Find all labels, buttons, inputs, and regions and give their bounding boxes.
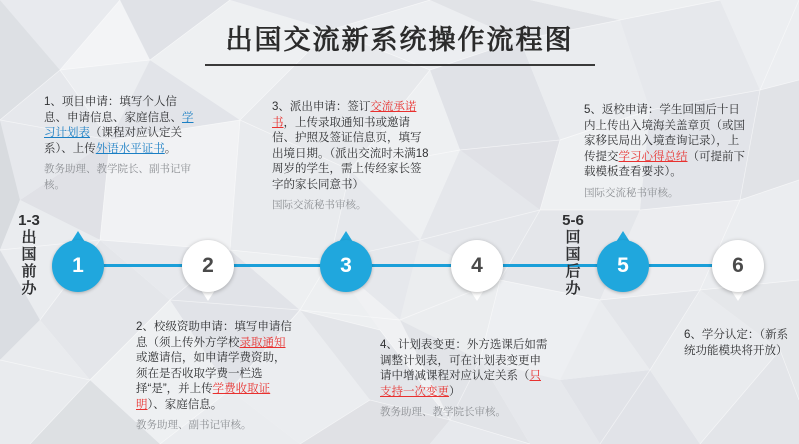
step-approver: 教务助理、副书记审核。 — [136, 419, 252, 431]
node-6[interactable] — [712, 240, 764, 292]
node-1[interactable] — [52, 240, 104, 292]
step-text-1 — [44, 95, 194, 193]
node-number[interactable]: 2 — [182, 240, 234, 292]
step-body: 3、派出申请：签订交流承诺书，上传录取通知书或邀请信、护照及签证信息页，填写出境日期。（派出交流时未满18周岁的学生，需上传经家长签字的家长同意书） — [272, 101, 429, 191]
step-body: 4、计划表变更：外方选课后如需调整计划表，可在计划表变更申请中增减课程对应认定关系（只支持一次变更） — [380, 339, 548, 398]
node-5[interactable] — [597, 240, 649, 292]
node-2[interactable] — [182, 240, 234, 292]
node-number[interactable]: 3 — [320, 240, 372, 292]
title-block — [0, 18, 799, 66]
stage-char-1: 出 — [21, 229, 37, 246]
node-4[interactable] — [451, 240, 503, 292]
step-body: 6、学分认定：（新系统功能模块将开放） — [684, 329, 789, 357]
step-body: 1、项目申请：填写个人信息、申请信息、家庭信息、学习计划表（课程对应认定关系）、上传外语水平证书。 — [44, 96, 194, 155]
stage-range: 1-3 — [18, 212, 40, 229]
step-text-5 — [584, 103, 749, 201]
step-body: 2、校级资助申请：填写申请信息（须上传外方学校录取通知或邀请信，如申请学费资助，须在是否收取学费一栏选择“是”，并上传学费收取证明）、家庭信息。 — [136, 321, 292, 411]
stage-char-3: 前 — [21, 263, 37, 280]
page-title: 出国交流新系统操作流程图 — [225, 25, 574, 55]
stage-char-4: 办 — [565, 280, 581, 297]
stage-range: 5-6 — [562, 212, 584, 229]
step-text-6 — [684, 328, 796, 359]
stage-char-3: 后 — [565, 263, 581, 280]
node-number[interactable]: 6 — [712, 240, 764, 292]
step-approver: 国际交流秘书审核。 — [272, 199, 367, 211]
stage-label-post-return — [556, 212, 590, 297]
node-number[interactable]: 5 — [597, 240, 649, 292]
step-approver: 国际交流秘书审核。 — [584, 186, 679, 199]
step-text-2 — [136, 320, 294, 434]
step-approver: 教务助理、教学院长、副书记审核。 — [44, 163, 191, 191]
stage-label-pre-departure — [12, 212, 46, 297]
stage-char-2: 国 — [21, 246, 37, 263]
node-number[interactable]: 4 — [451, 240, 503, 292]
step-body: 5、返校申请：学生回国后十日内上传出入境海关盖章页（或国家移民局出入境查询记录），上传提交学习心得总结（可提前下载模板查看要求）。 — [584, 104, 745, 178]
step-text-4 — [380, 338, 548, 421]
stage-char-2: 国 — [565, 246, 581, 263]
title-underline — [205, 64, 595, 66]
node-number[interactable]: 1 — [52, 240, 104, 292]
stage-char-1: 回 — [565, 229, 581, 246]
step-approver: 教务助理、教学院长审核。 — [380, 406, 506, 418]
stage-char-4: 办 — [21, 280, 37, 297]
node-3[interactable] — [320, 240, 372, 292]
step-text-3 — [272, 100, 432, 214]
